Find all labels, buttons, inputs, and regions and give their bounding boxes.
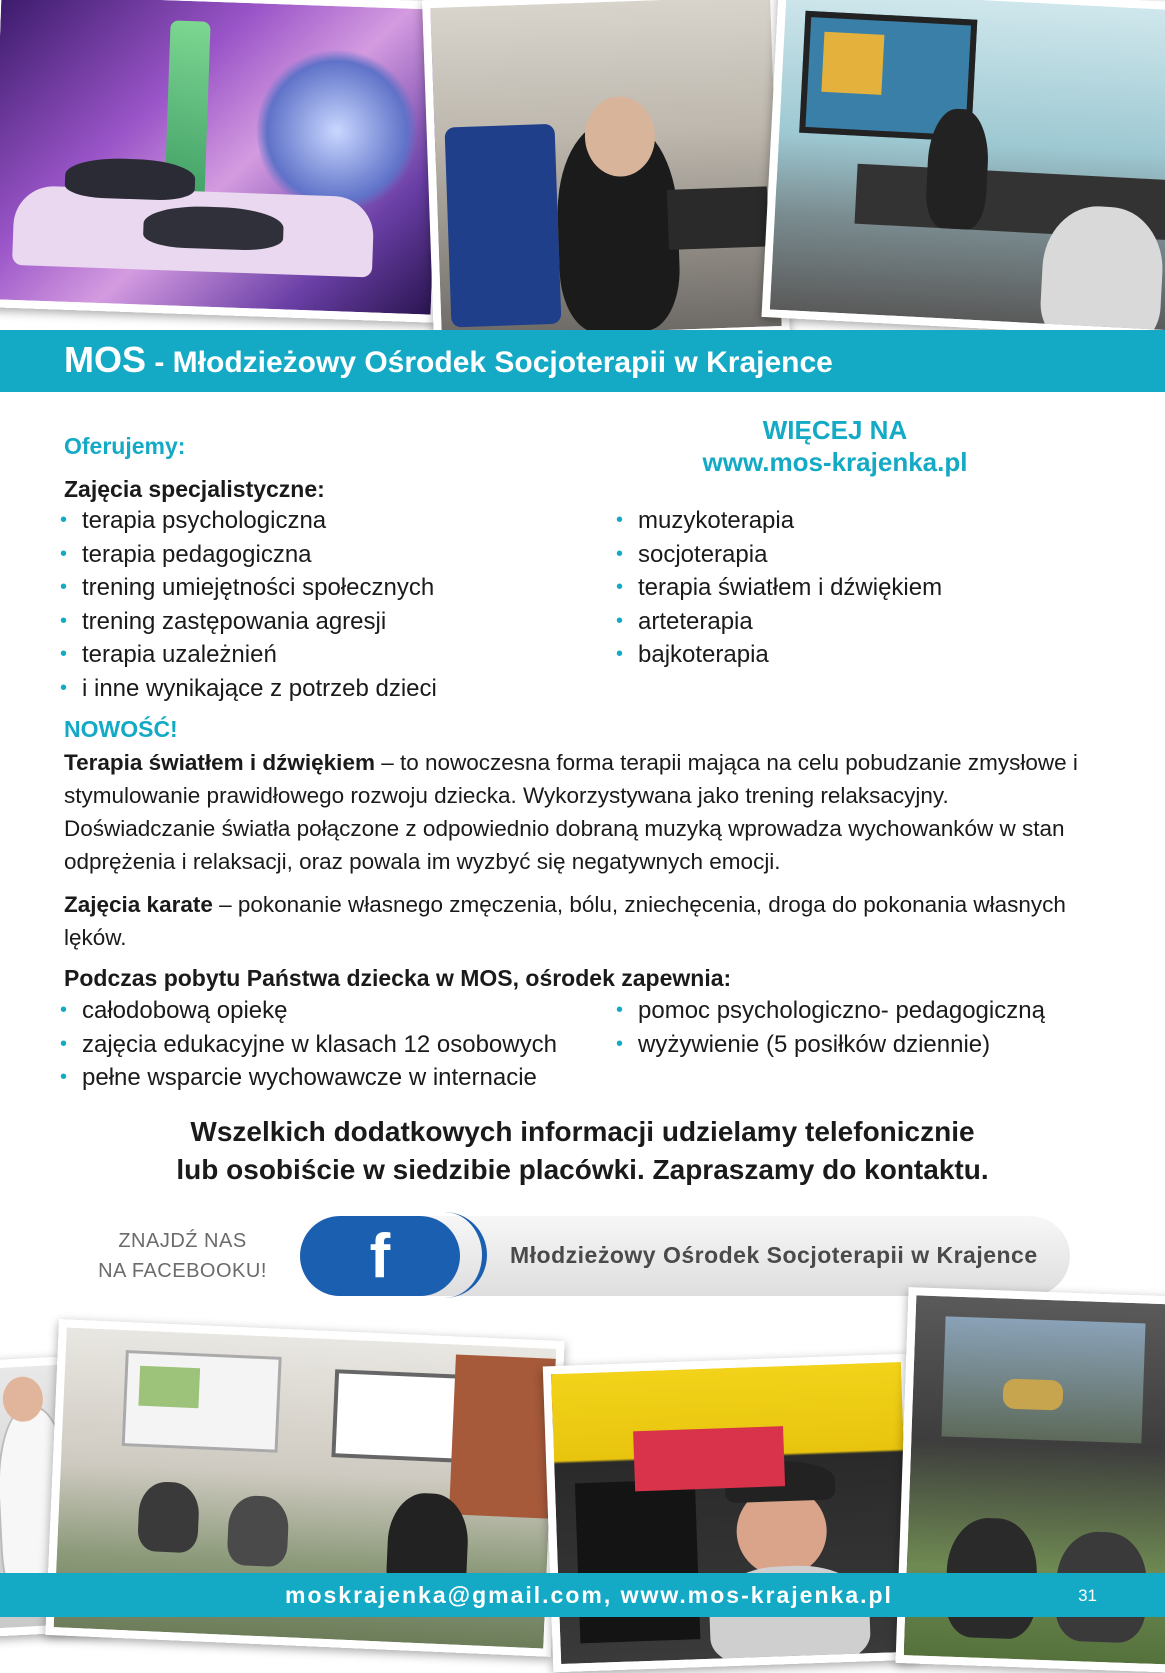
list-item: • bajkoterapia — [616, 638, 942, 672]
karate-text: – pokonanie własnego zmęczenia, bólu, zniechęcenia, droga do pokonania własnych lęków. — [64, 892, 1066, 950]
offer-heading: Oferujemy: — [64, 433, 186, 459]
facebook-note-line-2: NA FACEBOOKU! — [98, 1260, 267, 1282]
title-banner — [0, 330, 1165, 392]
list-item: • wyżywienie (5 posiłków dziennie) — [616, 1028, 1045, 1062]
list-item: • arteterapia — [616, 605, 942, 639]
website-link[interactable]: www.mos-krajenka.pl — [702, 447, 968, 477]
list-item: • pełne wsparcie wychowawcze w internacie — [60, 1061, 557, 1095]
light-therapy-text: – to nowoczesna forma terapii mająca na celu pobudzanie zmysłowe i stymulowanie prawidłowego rozwoju dziecka. Wykorzystywana jako trening relaksacyjny. Doświadczanie światła połączone z odpowiednio dobraną muzyką wprowadza wychowanków w stan odprężenia i relaksacji, oraz powala im wyzbyć się negatywnych emocji. — [64, 750, 1078, 874]
provide-heading: Podczas pobytu Państwa dziecka w MOS, ośrodek zapewnia: — [64, 965, 732, 991]
list-item: • terapia światłem i dźwiękiem — [616, 571, 942, 605]
provide-list-left — [60, 994, 557, 1095]
list-item: • trening umiejętności społecznych — [60, 571, 437, 605]
brand-abbrev: MOS — [64, 339, 147, 380]
facebook-note — [95, 1226, 270, 1286]
news-label: NOWOŚĆ! — [64, 716, 178, 742]
more-label: WIĘCEJ NA — [762, 415, 908, 445]
facebook-page-name[interactable]: Młodzieżowy Ośrodek Socjoterapii w Krajence — [510, 1242, 1038, 1268]
footer-bar — [0, 1573, 1165, 1617]
list-item: • socjoterapia — [616, 538, 942, 572]
light-therapy-paragraph — [64, 746, 1104, 878]
cta-line-1: Wszelkich dodatkowych informacji udzielamy telefonicznie — [190, 1116, 975, 1147]
contact-call-to-action — [60, 1113, 1105, 1189]
list-item: • i inne wynikające z potrzeb dzieci — [60, 672, 437, 706]
karate-paragraph — [64, 888, 1104, 954]
list-item: • terapia uzależnień — [60, 638, 437, 672]
list-item: • zajęcia edukacyjne w klasach 12 osobowych — [60, 1028, 557, 1062]
list-item: • terapia pedagogiczna — [60, 538, 437, 572]
light-therapy-title: Terapia światłem i dźwiękiem — [64, 750, 375, 775]
facebook-glyph: f — [369, 1222, 391, 1291]
offer-subheading: Zajęcia specjalistyczne: — [64, 476, 325, 502]
more-info — [650, 414, 1020, 478]
cta-line-2: lub osobiście w siedzibie placówki. Zapraszamy do kontaktu. — [176, 1154, 989, 1185]
list-item: • muzykoterapia — [616, 504, 942, 538]
karate-title: Zajęcia karate — [64, 892, 213, 917]
provide-list-right — [616, 994, 1045, 1061]
offer-list-left — [60, 504, 437, 705]
title-text: - Młodzieżowy Ośrodek Socjoterapii w Krajence — [146, 346, 833, 379]
page-title — [64, 338, 833, 385]
page-number: 31 — [1078, 1586, 1097, 1605]
list-item: • całodobową opiekę — [60, 994, 557, 1028]
photo-music-studio — [543, 1354, 919, 1673]
photo-light-therapy-room — [0, 0, 449, 323]
list-item: • pomoc psychologiczno- pedagogiczną — [616, 994, 1045, 1028]
list-item: • terapia psychologiczna — [60, 504, 437, 538]
photo-classroom — [761, 0, 1165, 339]
facebook-icon[interactable] — [300, 1216, 460, 1296]
offer-list-right — [616, 504, 942, 672]
facebook-note-line-1: ZNAJDŹ NAS — [118, 1230, 247, 1252]
footer-contact[interactable]: moskrajenka@gmail.com, www.mos-krajenka.pl — [285, 1582, 893, 1608]
list-item: • trening zastępowania agresji — [60, 605, 437, 639]
photo-computer-lab — [422, 0, 790, 346]
